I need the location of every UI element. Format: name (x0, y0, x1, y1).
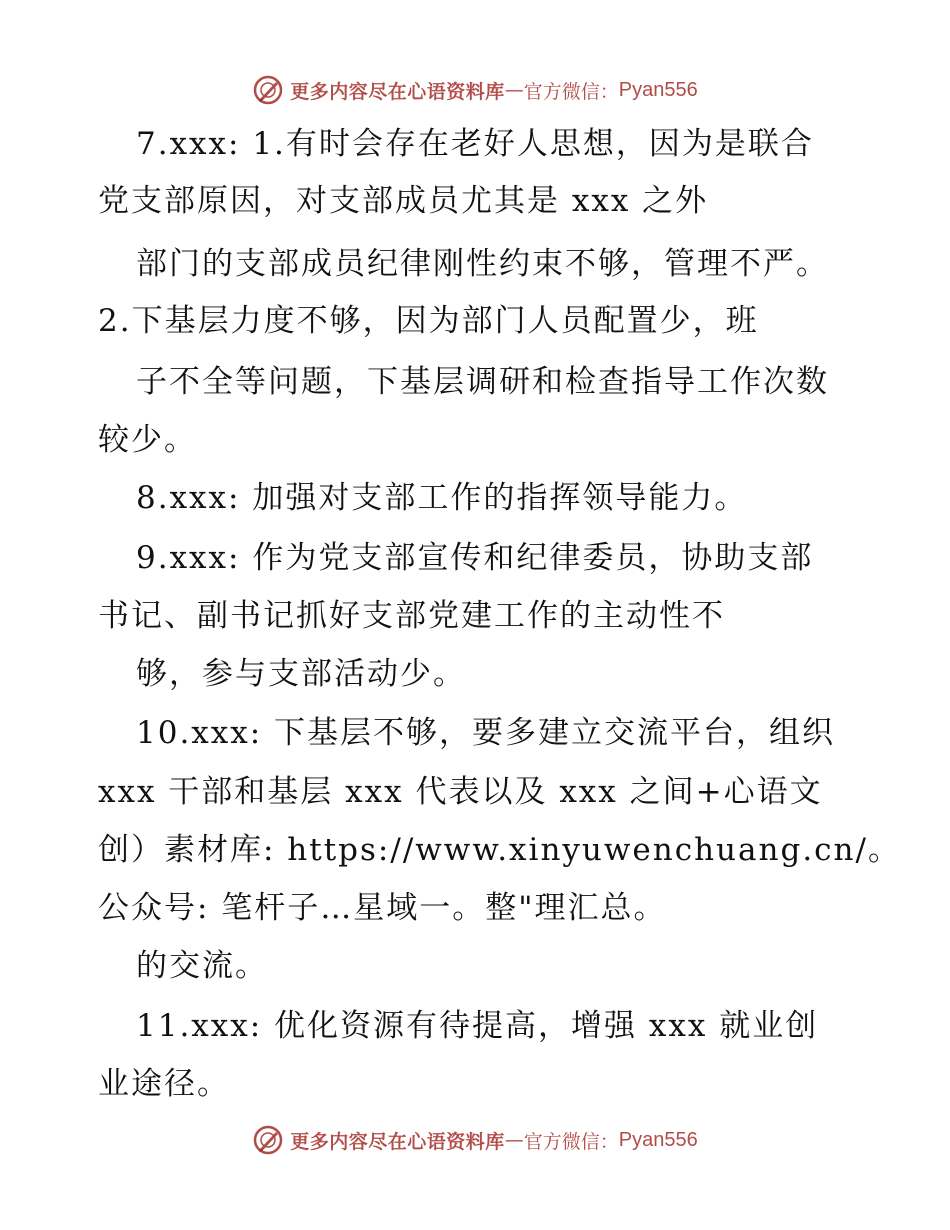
text-line: 部门的支部成员纪律刚性约束不够，管理不严。 (136, 246, 829, 282)
banner-wechat-id: Pyan556 (618, 78, 698, 101)
banner-slogan: 更多内容尽在心语资料库 (290, 1130, 505, 1153)
text-line: 公众号: 笔杆子…星域一。整"理汇总。 (98, 890, 667, 926)
footer-banner (0, 1120, 950, 1160)
text-line: 较少。 (98, 422, 197, 458)
header-banner (0, 70, 950, 110)
text-line: 创）素材库: https://www.xinyuwenchuang.cn/。 (98, 832, 901, 868)
text-line: 书记、副书记抓好支部党建工作的主动性不 (98, 598, 725, 634)
text-line: 的交流。 (136, 948, 268, 984)
pen-logo-icon (252, 1124, 284, 1156)
banner-separator: — (504, 79, 524, 101)
text-line: 够，参与支部活动少。 (136, 656, 466, 692)
text-line: 8.xxx: 加强对支部工作的指挥领导能力。 (136, 480, 748, 516)
text-line: 10.xxx: 下基层不够，要多建立交流平台，组织 (136, 715, 836, 751)
text-line: 2.下基层力度不够，因为部门人员配置少，班 (98, 303, 759, 339)
text-line: 11.xxx: 优化资源有待提高，增强 xxx 就业创 (136, 1008, 819, 1044)
text-line: 党支部原因，对支部成员尤其是 xxx 之外 (98, 183, 709, 219)
text-line: xxx 干部和基层 xxx 代表以及 xxx 之间+心语文 (98, 774, 823, 810)
banner-wechat-label: 官方微信： (523, 80, 619, 103)
text-line: 9.xxx: 作为党支部宣传和纪律委员，协助支部 (136, 540, 814, 576)
text-line: 7.xxx: 1.有时会存在老好人思想，因为是联合 (136, 126, 814, 162)
text-line: 业途径。 (98, 1066, 230, 1102)
text-line: 子不全等问题，下基层调研和检查指导工作次数 (136, 364, 829, 400)
banner-separator: — (504, 1129, 524, 1151)
banner-slogan: 更多内容尽在心语资料库 (290, 80, 505, 103)
pen-logo-icon (252, 74, 284, 106)
banner-wechat-label: 官方微信： (523, 1130, 619, 1153)
banner-wechat-id: Pyan556 (618, 1128, 698, 1151)
